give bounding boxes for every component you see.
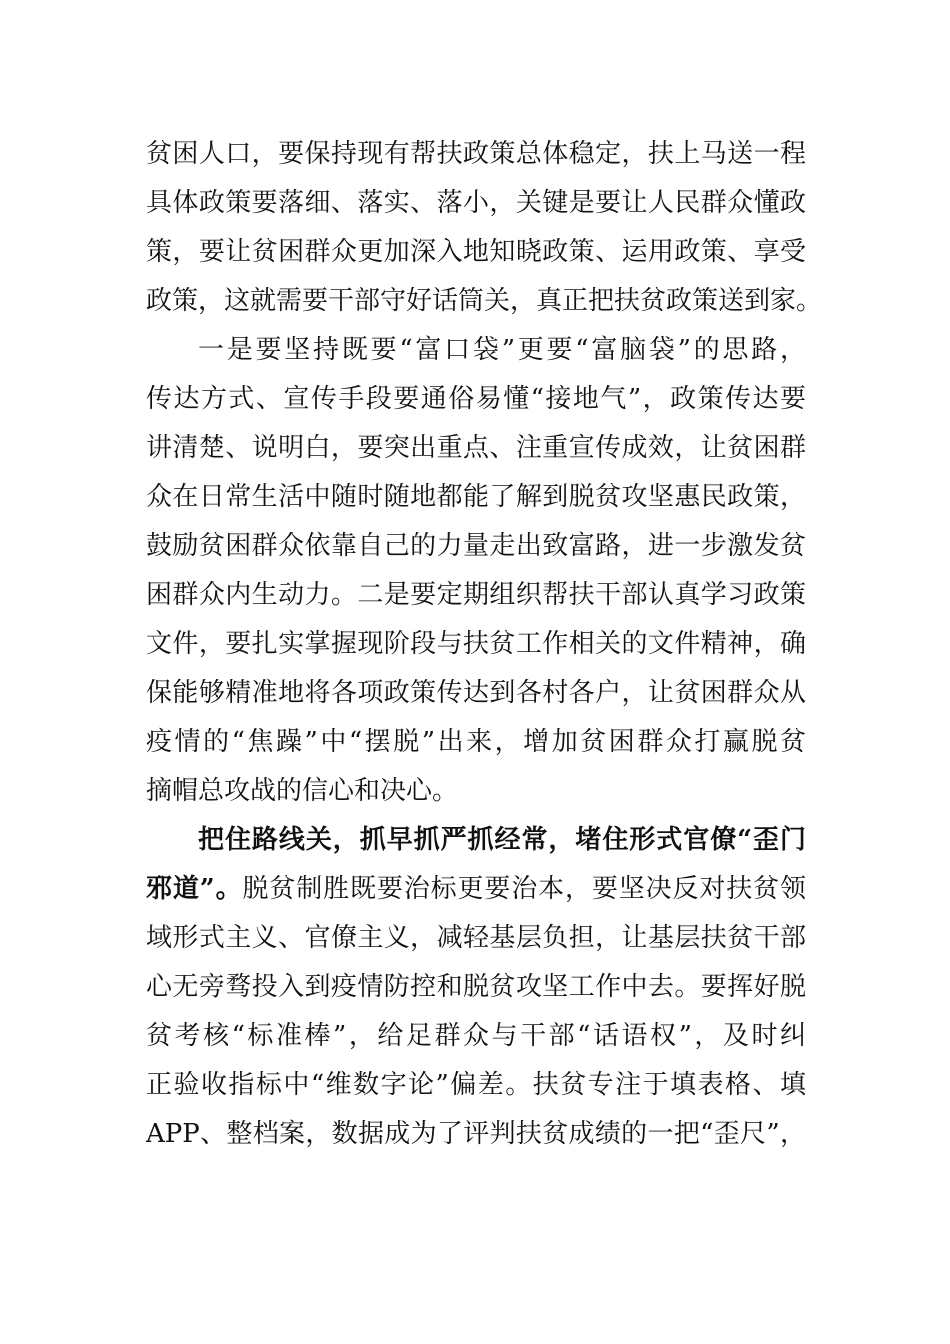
text-line: 正验收指标中“维数字论”偏差。扶贫专注于填表格、填: [146, 1070, 806, 1100]
text-line: 讲清楚、说明白，要突出重点、注重宣传成效，让贫困群: [146, 433, 806, 463]
text-line: 众在日常生活中随时随地都能了解到脱贫攻坚惠民政策，: [146, 482, 806, 512]
text-line: 一是要坚持既要“富口袋”更要“富脑袋”的思路，: [198, 335, 806, 365]
text-line: 域形式主义、官僚主义，减轻基层负担，让基层扶贫干部: [146, 923, 806, 953]
text-line: 心无旁骛投入到疫情防控和脱贫攻坚工作中去。要挥好脱: [146, 972, 806, 1002]
text-line: 贫考核“标准棒”，给足群众与干部“话语权”，及时纠: [146, 1021, 806, 1051]
paragraph-3: [146, 816, 806, 1159]
text-line: 策，要让贫困群众更加深入地知晓政策、运用政策、享受: [146, 237, 806, 267]
paragraph-heading: 把住路线关，抓早抓严抓经常，堵住形式官僚“歪门: [198, 825, 806, 855]
text-line: 具体政策要落细、落实、落小，关键是要让人民群众懂政: [146, 188, 806, 218]
text-line: 文件，要扎实掌握现阶段与扶贫工作相关的文件精神，确: [146, 629, 806, 659]
text-line: [146, 865, 806, 914]
text-line: 鼓励贫困群众依靠自己的力量走出致富路，进一步激发贫: [146, 531, 806, 561]
text-line: 保能够精准地将各项政策传达到各村各户，让贫困群众从: [146, 678, 806, 708]
text-line: 传达方式、宣传手段要通俗易懂“接地气”，政策传达要: [146, 384, 806, 414]
document-body: [146, 130, 823, 1159]
text-line: 困群众内生动力。二是要定期组织帮扶干部认真学习政策: [146, 580, 806, 610]
text-line: 疫情的“焦躁”中“摆脱”出来，增加贫困群众打赢脱贫: [146, 727, 806, 757]
text-segment: 脱贫制胜既要治标更要治本，要坚决反对扶贫领: [242, 874, 806, 904]
paragraph-heading-end: 邪道”。: [146, 874, 243, 904]
text-line: APP、整档案，数据成为了评判扶贫成绩的一把“歪尺”，: [146, 1119, 806, 1149]
paragraph-1: [146, 130, 823, 326]
text-line: 贫困人口，要保持现有帮扶政策总体稳定，扶上马送一程: [146, 139, 806, 169]
text-line: 摘帽总攻战的信心和决心。: [146, 776, 459, 806]
paragraph-2: [146, 326, 806, 816]
text-line: 政策，这就需要干部守好话筒关，真正把扶贫政策送到家。: [146, 286, 823, 316]
